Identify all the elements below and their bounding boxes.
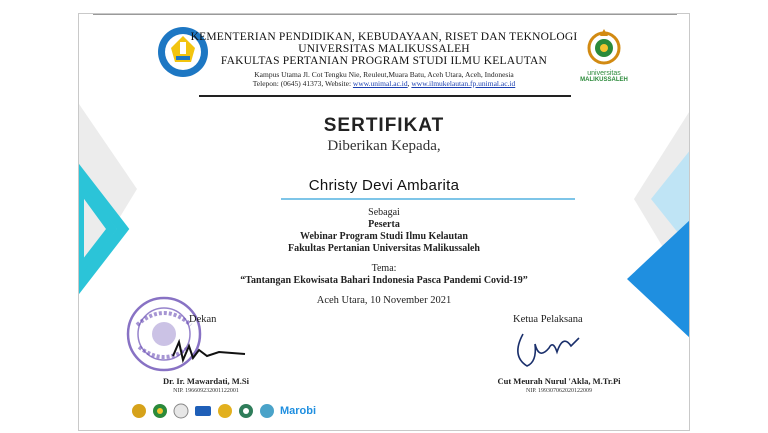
website-link-1[interactable]: www.unimal.ac.id bbox=[352, 79, 408, 88]
recipient-underline bbox=[281, 198, 575, 200]
as-label: Sebagai bbox=[368, 207, 400, 218]
right-signer-role: Ketua Pelaksana bbox=[513, 314, 583, 325]
header-divider bbox=[199, 95, 571, 97]
right-signature-icon bbox=[509, 326, 585, 374]
marobi-logo-text: Marobi bbox=[280, 405, 317, 417]
header-contact: Telepon: (0645) 41373, Website: www.unimal.ac.id, www.ilmukelautan.fp.unimal.ac.id bbox=[252, 79, 516, 88]
left-signer-role: Dekan bbox=[189, 314, 217, 325]
event-line-2: Fakultas Pertanian Universitas Malikussaleh bbox=[288, 243, 480, 254]
university-logo-text bbox=[571, 70, 637, 84]
left-signature-icon bbox=[169, 336, 249, 366]
certificate-title: SERTIFIKAT bbox=[323, 115, 445, 136]
recipient-name: Christy Devi Ambarita bbox=[308, 177, 460, 194]
sponsor-logo-icon bbox=[259, 403, 275, 419]
right-signer-nip: NIP. 199307062020122009 bbox=[525, 388, 592, 394]
header-line-2: UNIVERSITAS MALIKUSSALEH bbox=[298, 43, 470, 55]
certificate bbox=[78, 13, 690, 431]
header-line-1: KEMENTERIAN PENDIDIKAN, KEBUDAYAAN, RISET DAN TEKNOLOGI bbox=[190, 31, 578, 43]
right-signer-name: Cut Meurah Nurul 'Akla, M.Tr.Pi bbox=[497, 376, 621, 386]
left-signer-nip: NIP. 196609232001122001 bbox=[173, 388, 239, 394]
place-date: Aceh Utara, 10 November 2021 bbox=[316, 295, 452, 306]
sponsor-logo-icon bbox=[238, 403, 254, 419]
sponsor-logo-icon bbox=[131, 403, 147, 419]
given-to-label: Diberikan Kepada, bbox=[327, 138, 441, 154]
sponsor-logo-icon bbox=[152, 403, 168, 419]
header-address: Kampus Utama Jl. Cot Tengku Nie, Reuleut,Muara Batu, Aceh Utara, Aceh, Indonesia bbox=[254, 70, 514, 79]
sponsor-logo-icon bbox=[194, 403, 212, 419]
event-line-1: Webinar Program Studi Ilmu Kelautan bbox=[300, 231, 468, 242]
logo-text-1: universitas bbox=[587, 70, 621, 77]
left-signer-name: Dr. Ir. Mawardati, M.Si bbox=[162, 376, 250, 386]
contact-prefix: Telepon: (0645) 41373, Website: bbox=[252, 79, 352, 88]
sponsor-logo-icon bbox=[217, 403, 233, 419]
header-line-3: FAKULTAS PERTANIAN PROGRAM STUDI ILMU KELAUTAN bbox=[220, 55, 548, 67]
sponsor-logos bbox=[131, 400, 316, 422]
frame-top-line bbox=[93, 14, 677, 15]
logo-text-2: MALIKUSSALEH bbox=[580, 77, 628, 83]
sponsor-logo-icon bbox=[173, 403, 189, 419]
role-label: Peserta bbox=[368, 219, 400, 230]
website-link-2[interactable]: www.ilmukelautan.fp.unimal.ac.id bbox=[411, 79, 516, 88]
theme-text: “Tantangan Ekowisata Bahari Indonesia Pasca Pandemi Covid-19” bbox=[240, 275, 528, 286]
university-logo-icon bbox=[584, 27, 624, 67]
theme-label: Tema: bbox=[371, 263, 397, 274]
